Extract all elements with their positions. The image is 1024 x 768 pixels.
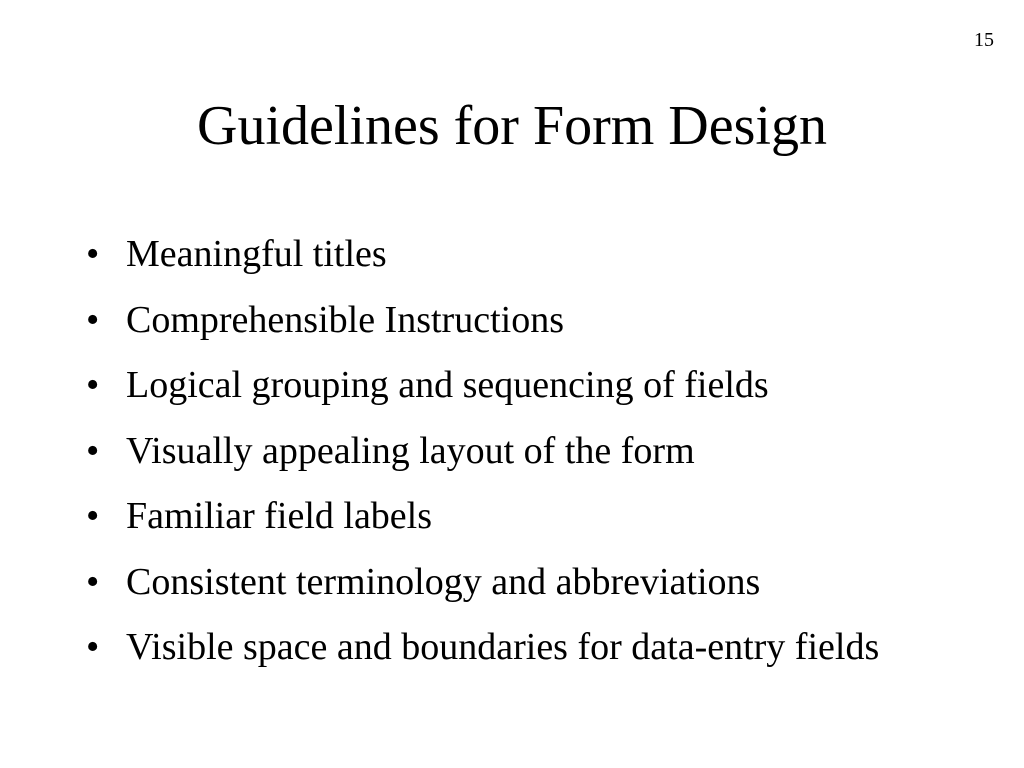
bullet-item <box>86 625 966 669</box>
bullet-item <box>86 560 966 604</box>
bullet-marker: • <box>86 429 100 472</box>
bullet-marker: • <box>86 560 100 603</box>
bullet-marker: • <box>86 233 100 275</box>
bullet-item <box>86 494 966 538</box>
bullet-item <box>86 232 966 276</box>
bullet-marker: • <box>86 364 100 406</box>
bullet-item <box>86 298 966 342</box>
bullet-item <box>86 429 966 473</box>
bullet-text: Familiar field labels <box>126 495 433 537</box>
bullet-text: Meaningful titles <box>126 233 387 275</box>
bullet-text: Consistent terminology and abbreviations <box>126 560 761 603</box>
bullet-marker: • <box>86 626 100 668</box>
bullet-text: Logical grouping and sequencing of fields <box>126 364 769 406</box>
bullet-list <box>86 232 966 669</box>
bullet-marker: • <box>86 298 100 341</box>
page-number: 15 <box>974 29 994 51</box>
bullet-text: Comprehensible Instructions <box>126 298 564 341</box>
slide-title: Guidelines for Form Design <box>197 95 827 157</box>
bullet-marker: • <box>86 495 100 537</box>
bullet-text: Visually appealing layout of the form <box>126 429 695 472</box>
bullet-text: Visible space and boundaries for data-entry fields <box>126 626 880 668</box>
bullet-item <box>86 363 966 407</box>
